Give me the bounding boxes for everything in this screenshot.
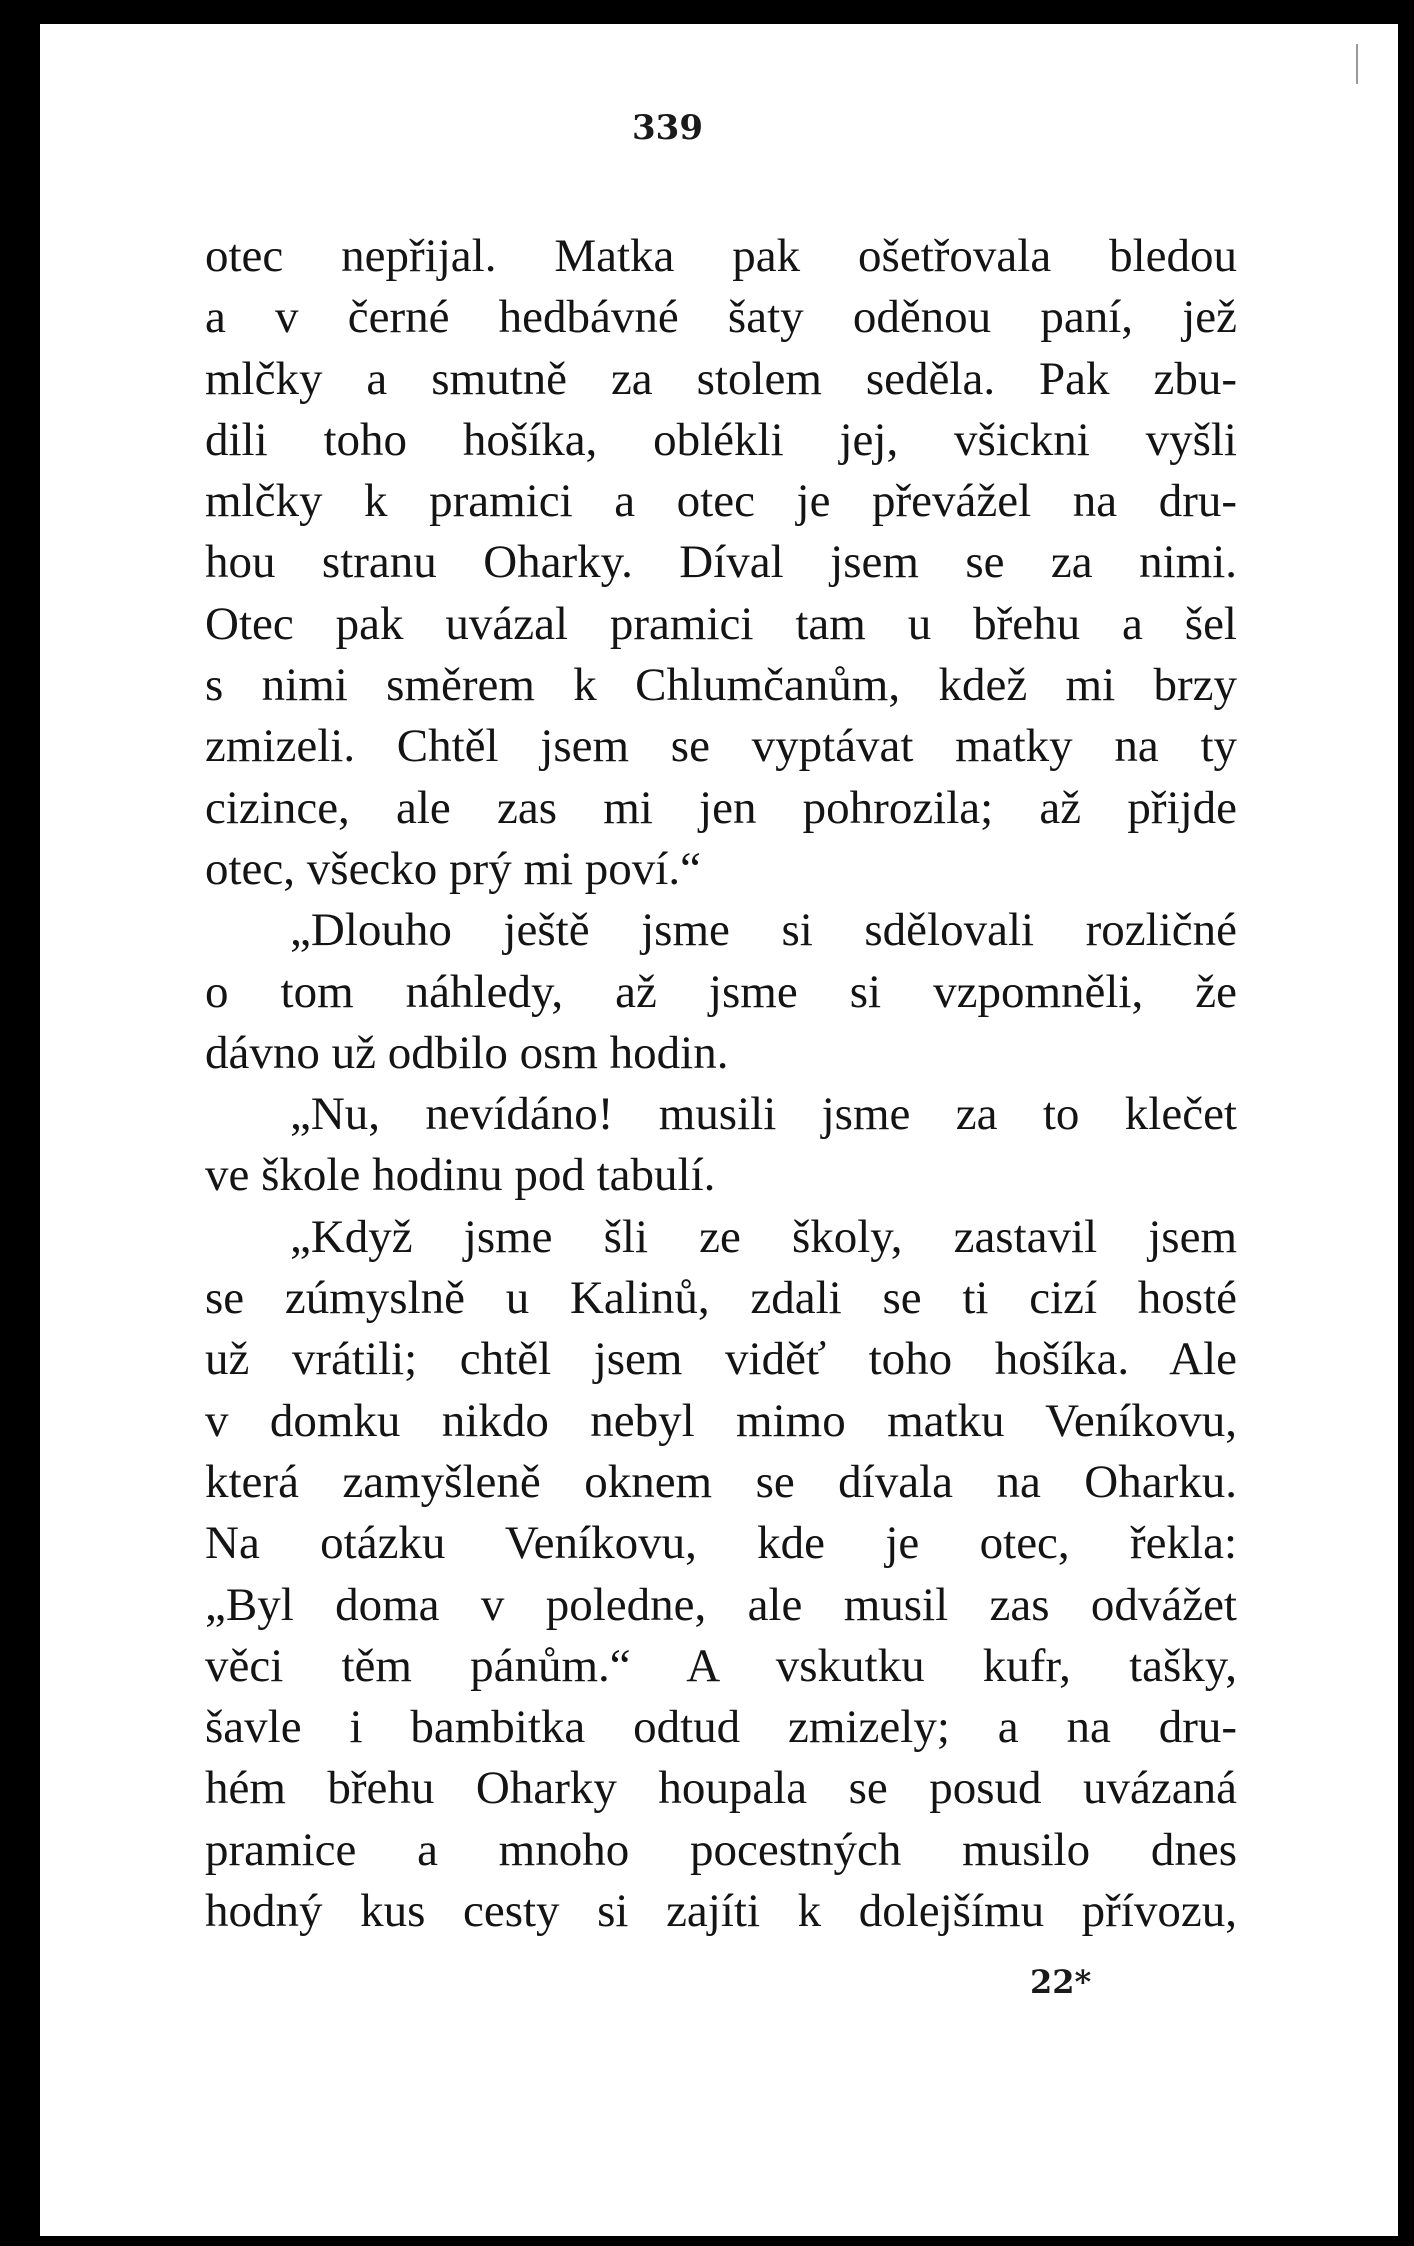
text-line: mlčky a smutně za stolem seděla. Pak zbu- bbox=[205, 352, 1237, 405]
text-line: mlčky k pramici a otec je převážel na dru- bbox=[205, 475, 1237, 528]
text-line: otec, všecko prý mi poví.“ bbox=[205, 842, 701, 895]
text-line: věci těm pánům.“ A vskutku kufr, tašky, bbox=[205, 1639, 1237, 1692]
text-line: v domku nikdo nebyl mimo matku Veníkovu, bbox=[205, 1394, 1237, 1447]
text-line: která zamyšleně oknem se dívala na Oharku. bbox=[205, 1455, 1237, 1508]
text-line: hodný kus cesty si zajíti k dolejšímu přívozu, bbox=[205, 1885, 1237, 1938]
text-line: hém břehu Oharky houpala se posud uvázaná bbox=[205, 1762, 1237, 1815]
text-line: pramice a mnoho pocestných musilo dnes bbox=[205, 1823, 1237, 1876]
text-line: „Nu, nevídáno! musili jsme za to klečet bbox=[290, 1088, 1237, 1141]
text-line: otec nepřijal. Matka pak ošetřovala bledou bbox=[205, 230, 1237, 282]
text-line: ve škole hodinu pod tabulí. bbox=[205, 1149, 716, 1202]
text-line: „Byl doma v poledne, ale musil zas odvážet bbox=[205, 1578, 1237, 1631]
page-number: 339 bbox=[632, 108, 703, 148]
text-line: Na otázku Veníkovu, kde je otec, řekla: bbox=[205, 1517, 1237, 1570]
text-line: s nimi směrem k Chlumčanům, kdež mi brzy bbox=[205, 659, 1237, 712]
signature-mark: 22* bbox=[1030, 1963, 1092, 2001]
page-edge-mark bbox=[1356, 44, 1358, 84]
text-line: a v černé hedbávné šaty oděnou paní, jež bbox=[205, 291, 1237, 344]
text-line: šavle i bambitka odtud zmizely; a na dru- bbox=[205, 1701, 1237, 1754]
text-line: „Když jsme šli ze školy, zastavil jsem bbox=[290, 1210, 1237, 1263]
body-text bbox=[205, 226, 1237, 1942]
text-line: hou stranu Oharky. Díval jsem se za nimi. bbox=[205, 536, 1237, 589]
text-line: cizince, ale zas mi jen pohrozila; až přijde bbox=[205, 781, 1237, 834]
text-line: dávno už odbilo osm hodin. bbox=[205, 1026, 729, 1079]
text-line: o tom náhledy, až jsme si vzpomněli, že bbox=[205, 965, 1237, 1018]
text-line: „Dlouho ještě jsme si sdělovali rozličné bbox=[290, 904, 1237, 957]
text-line: už vrátili; chtěl jsem viděť toho hošíka. Ale bbox=[205, 1333, 1237, 1386]
text-line: zmizeli. Chtěl jsem se vyptávat matky na ty bbox=[205, 720, 1237, 773]
text-line: dili toho hošíka, oblékli jej, všickni vyšli bbox=[205, 413, 1237, 466]
text-line: Otec pak uvázal pramici tam u břehu a šel bbox=[205, 597, 1237, 650]
text-line: se zúmyslně u Kalinů, zdali se ti cizí hosté bbox=[205, 1272, 1237, 1325]
